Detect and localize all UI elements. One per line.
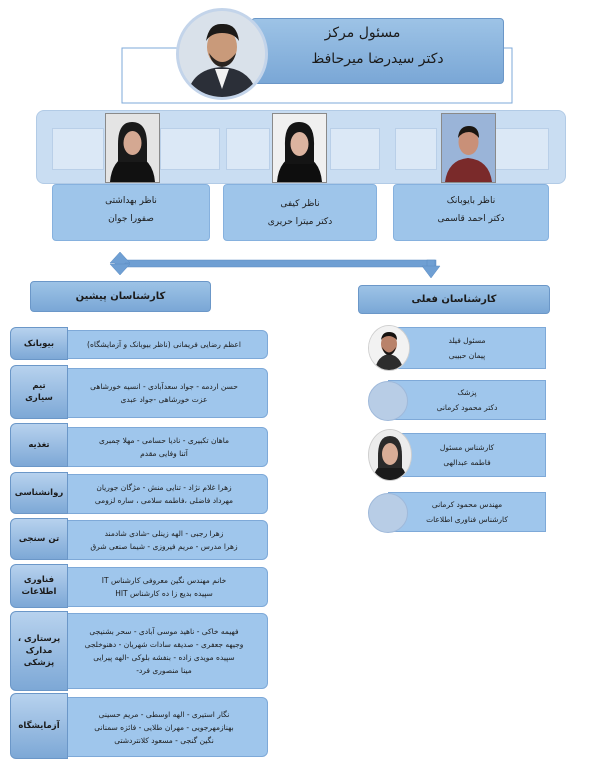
supervisor-card-quality bbox=[223, 184, 377, 241]
group-category bbox=[10, 518, 68, 560]
staff-card bbox=[388, 380, 546, 420]
staff-line: کارشناس مسئول bbox=[439, 443, 495, 452]
supervisor-name: دکتر احمد قاسمی bbox=[437, 214, 505, 224]
category-label: آزمایشگاه bbox=[18, 721, 60, 731]
member-line: سپیده بدیع زا ده کارشناس HIT bbox=[115, 589, 213, 598]
staff-card bbox=[388, 327, 546, 369]
band-slot bbox=[330, 128, 380, 170]
member-line: فهیمه خاکی - ناهید موسی آبادی - سحر بشنیجی bbox=[89, 627, 239, 636]
staff-photo bbox=[368, 429, 412, 481]
member-line: نگین گنجی - مسعود کلانتردشتی bbox=[114, 735, 214, 745]
portrait-woman-icon bbox=[369, 430, 411, 480]
group-category bbox=[10, 423, 68, 467]
staff-line: دکتر محمود کرمانی bbox=[436, 403, 498, 412]
portrait-woman-icon bbox=[273, 114, 326, 182]
member-line: زهرا رجبی - الهه زینلی -شادی شادمند bbox=[104, 529, 224, 538]
supervisor-name: صفورا جوان bbox=[108, 214, 154, 224]
supervisor-role: ناظر بایوبانک bbox=[446, 196, 496, 206]
member-line: اعظم رضایی فریمانی (ناظر بیوبانک و آزمایشگاه) bbox=[87, 340, 241, 349]
head-card bbox=[251, 18, 504, 84]
member-line: مینا منصوری فرد- bbox=[136, 666, 192, 675]
head-photo bbox=[176, 8, 268, 100]
member-line: بهنازمهرجویی - مهران طلایی - فائزه سمنانی bbox=[94, 722, 234, 732]
staff-photo bbox=[368, 325, 410, 371]
staff-line: فاطمه عبدالهی bbox=[443, 458, 491, 467]
portrait-man-icon bbox=[442, 114, 495, 182]
supervisor-name: دکتر میترا حریری bbox=[267, 217, 333, 227]
staff-line: پزشک bbox=[457, 388, 477, 397]
band-slot bbox=[395, 128, 437, 170]
band-slot bbox=[495, 128, 549, 170]
supervisor-card-health bbox=[52, 184, 210, 241]
member-line: عزت خورشاهی -جواد عبدی bbox=[120, 395, 208, 404]
supervisor-photo bbox=[441, 113, 496, 183]
category-label: تن سنجی bbox=[18, 534, 60, 544]
portrait-man-icon bbox=[369, 326, 409, 370]
group-category bbox=[10, 327, 68, 360]
member-line: وجیهه جعفری - صدیقه سادات شهریان - دهنوخلجی bbox=[84, 640, 244, 649]
supervisor-role: ناظر کیفی bbox=[280, 199, 320, 209]
member-line: زهرا غلام نژاد - تنایی منش - مژگان جوریان bbox=[96, 483, 232, 492]
staff-line: مسئول فیلد bbox=[448, 336, 486, 345]
head-title: مسئول مرکز bbox=[324, 25, 401, 41]
staff-line: مهندس محمود کرمانی bbox=[431, 500, 503, 509]
supervisor-role: ناظر بهداشتی bbox=[105, 196, 157, 206]
category-label: تغذیه bbox=[28, 440, 50, 450]
group-category bbox=[10, 611, 68, 691]
category-label: بیوبانک bbox=[23, 338, 55, 349]
supervisor-photo bbox=[105, 113, 160, 183]
supervisor-photo bbox=[272, 113, 327, 183]
staff-line: کارشناس فناوری اطلاعات bbox=[426, 515, 508, 524]
member-line: آتنا وفایی مقدم bbox=[140, 449, 188, 458]
category-label: فناوری اطلاعات bbox=[21, 575, 57, 597]
current-staff-title: کارشناسان فعلی bbox=[411, 294, 497, 305]
member-line: نگار استیری - الهه اوسطی - مریم حسینی bbox=[98, 709, 230, 719]
head-name: دکتر سیدرضا میرحافظ bbox=[311, 51, 444, 67]
category-label: پرستاری ، مدارک پزشکی bbox=[17, 634, 61, 668]
member-line: سپیده مویدی زاده - بنفشه بلوکی -الهه پیرایی bbox=[93, 653, 235, 662]
group-category bbox=[10, 472, 68, 514]
previous-staff-header bbox=[30, 281, 211, 312]
staff-photo-placeholder bbox=[368, 381, 408, 421]
band-slot bbox=[52, 128, 104, 170]
staff-card bbox=[388, 492, 546, 532]
group-category bbox=[10, 693, 68, 759]
member-line: زهرا مدرس - مریم فیروزی - شیما صنعی شرق bbox=[90, 542, 238, 551]
member-line: حسن اردمه - جواد سعدآبادی - انسیه خورشاهی bbox=[90, 382, 238, 391]
band-slot bbox=[226, 128, 270, 170]
member-line: ماهان تکبیری - نادیا حسامی - مهلا چمبری bbox=[98, 436, 230, 445]
portrait-woman-icon bbox=[106, 114, 159, 182]
member-line: مهرداد فاضلی ،فاطمه سلامی ، ساره لزومی bbox=[94, 496, 234, 505]
staff-line: پیمان حبیبی bbox=[448, 351, 486, 360]
supervisor-card-biobank bbox=[393, 184, 549, 241]
band-slot bbox=[160, 128, 220, 170]
portrait-man-icon bbox=[179, 11, 265, 97]
member-line: خانم مهندس نگین معروفی کارشناس IT bbox=[101, 576, 227, 585]
category-label: تیم سیاری bbox=[25, 381, 53, 403]
current-staff-header bbox=[358, 285, 550, 314]
category-label: روانشناسی bbox=[14, 488, 64, 498]
group-category bbox=[10, 564, 68, 608]
group-category bbox=[10, 365, 68, 419]
previous-staff-title: کارشناسان پیشین bbox=[75, 291, 166, 302]
staff-photo-placeholder bbox=[368, 493, 408, 533]
